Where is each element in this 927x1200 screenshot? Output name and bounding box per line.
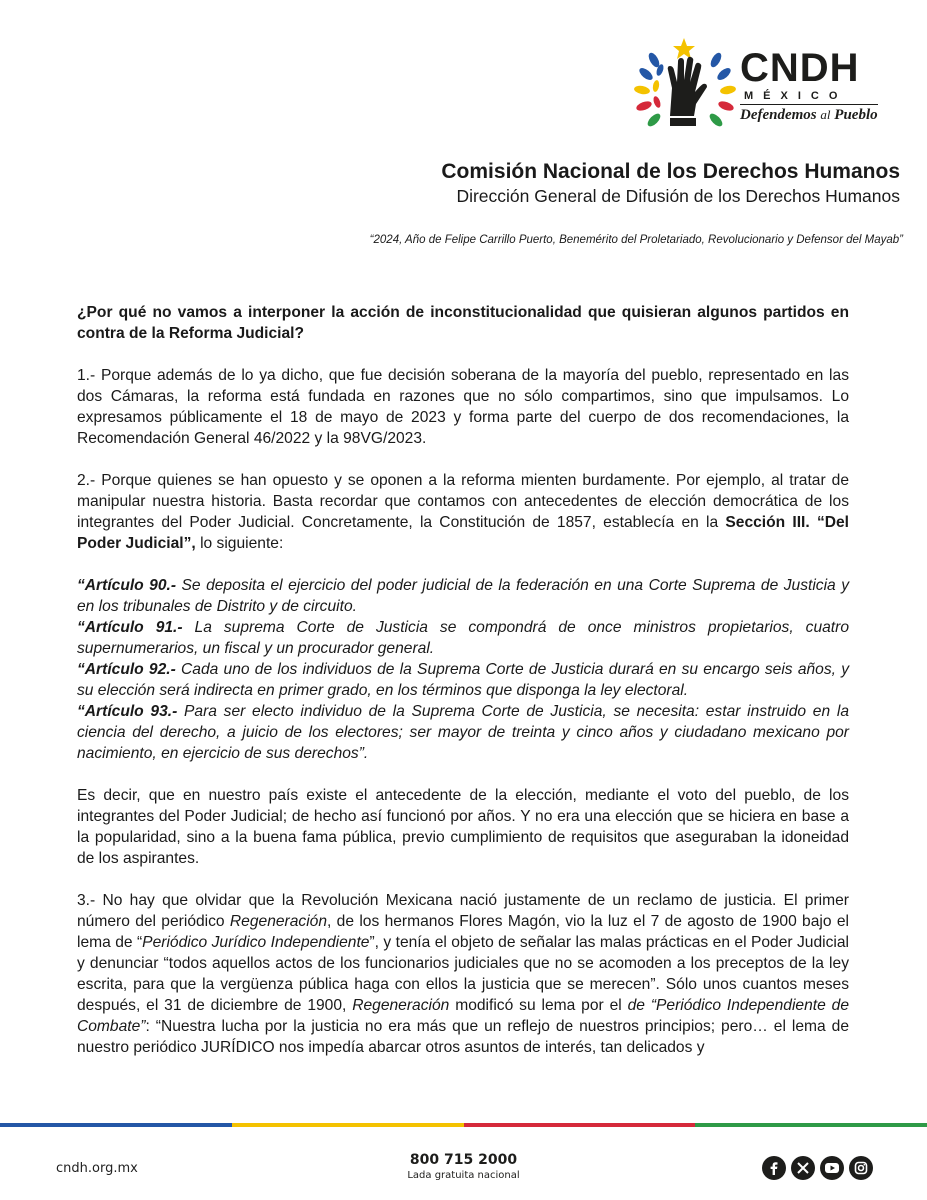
logo-country: MÉXICO	[744, 90, 848, 102]
article-93: “Artículo 93.- Para ser electo individuo de la Suprema Corte de Justicia, se necesita: estar instruido en la ciencia del derecho, a juicio de los electores; ser mayor de treinta y cinco años y ciudadano mexicano por nacimiento, en ejercicio de sus derechos”.	[77, 703, 849, 762]
footer-phone-note: Lada gratuita nacional	[407, 1170, 520, 1181]
paragraph-4: 3.- No hay que olvidar que la Revolución Mexicana nació justamente de un reclamo de justicia. El primer número del periódico Regeneración, de los hermanos Flores Magón, vio la luz el 7 de agosto de 1900 bajo el lema de “Periódico Jurídico Independiente”, y tenía el objeto de señalar las malas prácticas en el Poder Judicial y denunciar “todos aquellos actos de los funcionarios judiciales que no se acomoden a los preceptos de la ley escrita, para que la vergüenza pública haga con ellos la justicia que se merecen”. Sólo unos cuantos meses después, el 31 de diciembre de 1900, Regeneración modificó su lema por el de “Periódico Independiente de Combate”: “Nuestra lucha por la justicia no era más que un reflejo de nuestros principios; pero… el lema de nuestro periódico JURÍDICO nos impedía abarcar otros asuntos de interés, tan delicados y	[77, 892, 849, 1056]
stripe-blue	[0, 1123, 232, 1127]
article-91: “Artículo 91.- La suprema Corte de Justicia se compondrá de once ministros propietarios, cuatro supernumerarios, un fiscal y un procurador general.	[77, 619, 849, 657]
footer-website-link[interactable]: cndh.org.mx	[56, 1161, 138, 1176]
paragraph-3: Es decir, que en nuestro país existe el antecedente de la elección, mediante el voto del pueblo, de los integrantes del Poder Judicial; de hecho así funcionó por años. Y no era una elección que se hiciera en base a la popularidad, sino a la buena fama pública, previo cumplimiento de requisitos que aseguraban la idoneidad de los aspirantes.	[77, 787, 849, 867]
footer-color-stripe	[0, 1123, 927, 1127]
footer-phone: 800 715 2000	[409, 1152, 518, 1168]
logo-name: CNDH	[740, 46, 860, 90]
raised-hand-icon	[668, 57, 707, 126]
youtube-icon[interactable]	[820, 1156, 844, 1180]
facebook-icon[interactable]	[762, 1156, 786, 1180]
paragraph-2: 2.- Porque quienes se han opuesto y se oponen a la reforma mienten burdamente. Por ejemplo, al tratar de manipular nuestra historia. Basta recordar que contamos con antecedentes de elección democrática de los integrantes del Poder Judicial. Concretamente, la Constitución de 1857, establecía en la Sección III. “Del Poder Judicial”, lo siguiente:	[77, 472, 850, 552]
article-92: “Artículo 92.- Cada uno de los individuos de la Suprema Corte de Justicia durará en su encargo seis años, y su elección será indirecta en primer grado, en los términos que disponga la ley electoral.	[77, 661, 849, 699]
social-links	[762, 1156, 873, 1180]
org-title: Comisión Nacional de los Derechos Humanos	[441, 160, 900, 183]
stripe-green	[695, 1123, 927, 1127]
logo-slogan: Defendemos al Pueblo	[740, 104, 878, 124]
laurel-left-icon	[633, 51, 664, 128]
x-icon[interactable]	[791, 1156, 815, 1180]
document-heading: ¿Por qué no vamos a interponer la acción de inconstitucionalidad que quisieran algunos partidos en contra de la Reforma Judicial?	[77, 304, 849, 342]
star-icon	[673, 38, 695, 59]
org-subtitle: Dirección General de Difusión de los Derechos Humanos	[456, 186, 900, 206]
stripe-yellow	[232, 1123, 464, 1127]
year-motto: “2024, Año de Felipe Carrillo Puerto, Benemérito del Proletariado, Revolucionario y Defensor del Mayab”	[369, 234, 903, 246]
laurel-right-icon	[708, 51, 737, 128]
instagram-icon[interactable]	[849, 1156, 873, 1180]
stripe-red	[464, 1123, 696, 1127]
logo-wordmark	[740, 48, 878, 124]
paragraph-1: 1.- Porque además de lo ya dicho, que fue decisión soberana de la mayoría del pueblo, representado en las dos Cámaras, la reforma está fundada en razones que no sólo compartimos, sino que impulsamos. Lo expresamos públicamente el 18 de mayo de 2023 y forma parte del cuerpo de dos recomendaciones, la Recomendación General 46/2022 y la 98VG/2023.	[77, 367, 849, 447]
article-90: “Artículo 90.- Se deposita el ejercicio del poder judicial de la federación en una Corte Suprema de Justicia y en los tribunales de Distrito y de circuito.	[77, 577, 849, 615]
document-body	[77, 302, 849, 1058]
